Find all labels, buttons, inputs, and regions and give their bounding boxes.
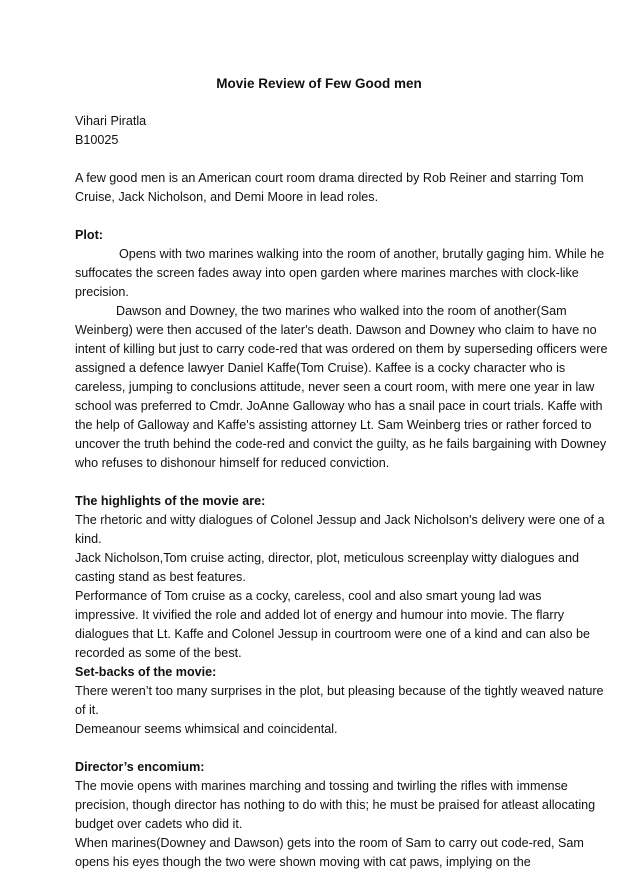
text-line: suffocates the screen fades away into open garden where marines marches with clock-like [75,266,579,280]
setbacks-heading: Set-backs of the movie: [75,665,217,679]
text-line: precision, though director has nothing to do with this; he must be praised for atleast allocating [75,798,596,812]
highlights-section [75,511,605,663]
text-line: Opens with two marines walking into the room of another, brutally gaging him. While he [119,247,605,261]
text-line: kind. [75,532,102,546]
plot-paragraph-1 [75,245,605,302]
spacer [75,739,567,758]
spacer [75,473,567,492]
text-line: opens his eyes though the two were shown moving with cat paws, implying on the [75,855,531,869]
text-line: Demeanour seems whimsical and coincidental. [75,722,338,736]
plot-heading: Plot: [75,228,103,242]
text-line: careless, jumping to conclusions attitude, never seen a court room, with mere one year in law [75,380,595,394]
author-name: Vihari Piratla [75,114,147,128]
text-line: who refuses to dishonour himself for reduced conviction. [75,456,390,470]
text-line: of it. [75,703,99,717]
highlights-heading: The highlights of the movie are: [75,494,266,508]
text-line: A few good men is an American court room drama directed by Rob Reiner and starring Tom [75,171,584,185]
text-line: precision. [75,285,129,299]
text-line: Performance of Tom cruise as a cocky, careless, cool and also smart young lad was [75,589,542,603]
text-line: casting stand as best features. [75,570,246,584]
text-line: the help of Galloway and Kaffe's assisting attorney Lt. Sam Weinberg tries or rather forced to [75,418,592,432]
text-line: Jack Nicholson,Tom cruise acting, director, plot, meticulous screenplay witty dialogues and [75,551,579,565]
text-line: Dawson and Downey, the two marines who walked into the room of another(Sam [116,304,567,318]
spacer [75,150,567,169]
student-id: B10025 [75,133,119,147]
text-line: school was preferred to Cmdr. JoAnne Galloway who has a snail pace in court trials. Kaffe with [75,399,603,413]
spacer [75,207,567,226]
director-heading: Director’s encomium: [75,760,205,774]
text-line: The movie opens with marines marching and tossing and twirling the rifles with immense [75,779,568,793]
document-body [75,112,608,872]
intro-paragraph [75,169,584,207]
text-line: recorded as some of the best. [75,646,242,660]
text-line: intent of killing but just to carry code-red that was ordered on them by superseding officers were [75,342,608,356]
text-line: The rhetoric and witty dialogues of Colonel Jessup and Jack Nicholson's delivery were one of a [75,513,605,527]
text-line: budget over cadets who did it. [75,817,243,831]
text-line: There weren’t too many surprises in the plot, but pleasing because of the tightly weaved nature [75,684,604,698]
text-line: uncover the truth behind the code-red and convict the guilty, as he fails bargaining with Downey [75,437,607,451]
text-line: When marines(Downey and Dawson) gets into the room of Sam to carry out code-red, Sam [75,836,584,850]
document-title: Movie Review of Few Good men [216,76,422,91]
text-line: dialogues that Lt. Kaffe and Colonel Jessup in courtroom were one of a kind and can also be [75,627,591,641]
setbacks-section [75,682,604,739]
text-line: Weinberg) were then accused of the later's death. Dawson and Downey who claim to have no [75,323,597,337]
text-line: impressive. It vivified the role and added lot of energy and humour into movie. The flarry [75,608,565,622]
plot-paragraph-2 [75,302,608,473]
text-line: assigned a defence lawyer Daniel Kaffe(Tom Cruise). Kaffee is a cocky character who is [75,361,566,375]
text-line: Cruise, Jack Nicholson, and Demi Moore in lead roles. [75,190,379,204]
director-section [75,777,596,872]
